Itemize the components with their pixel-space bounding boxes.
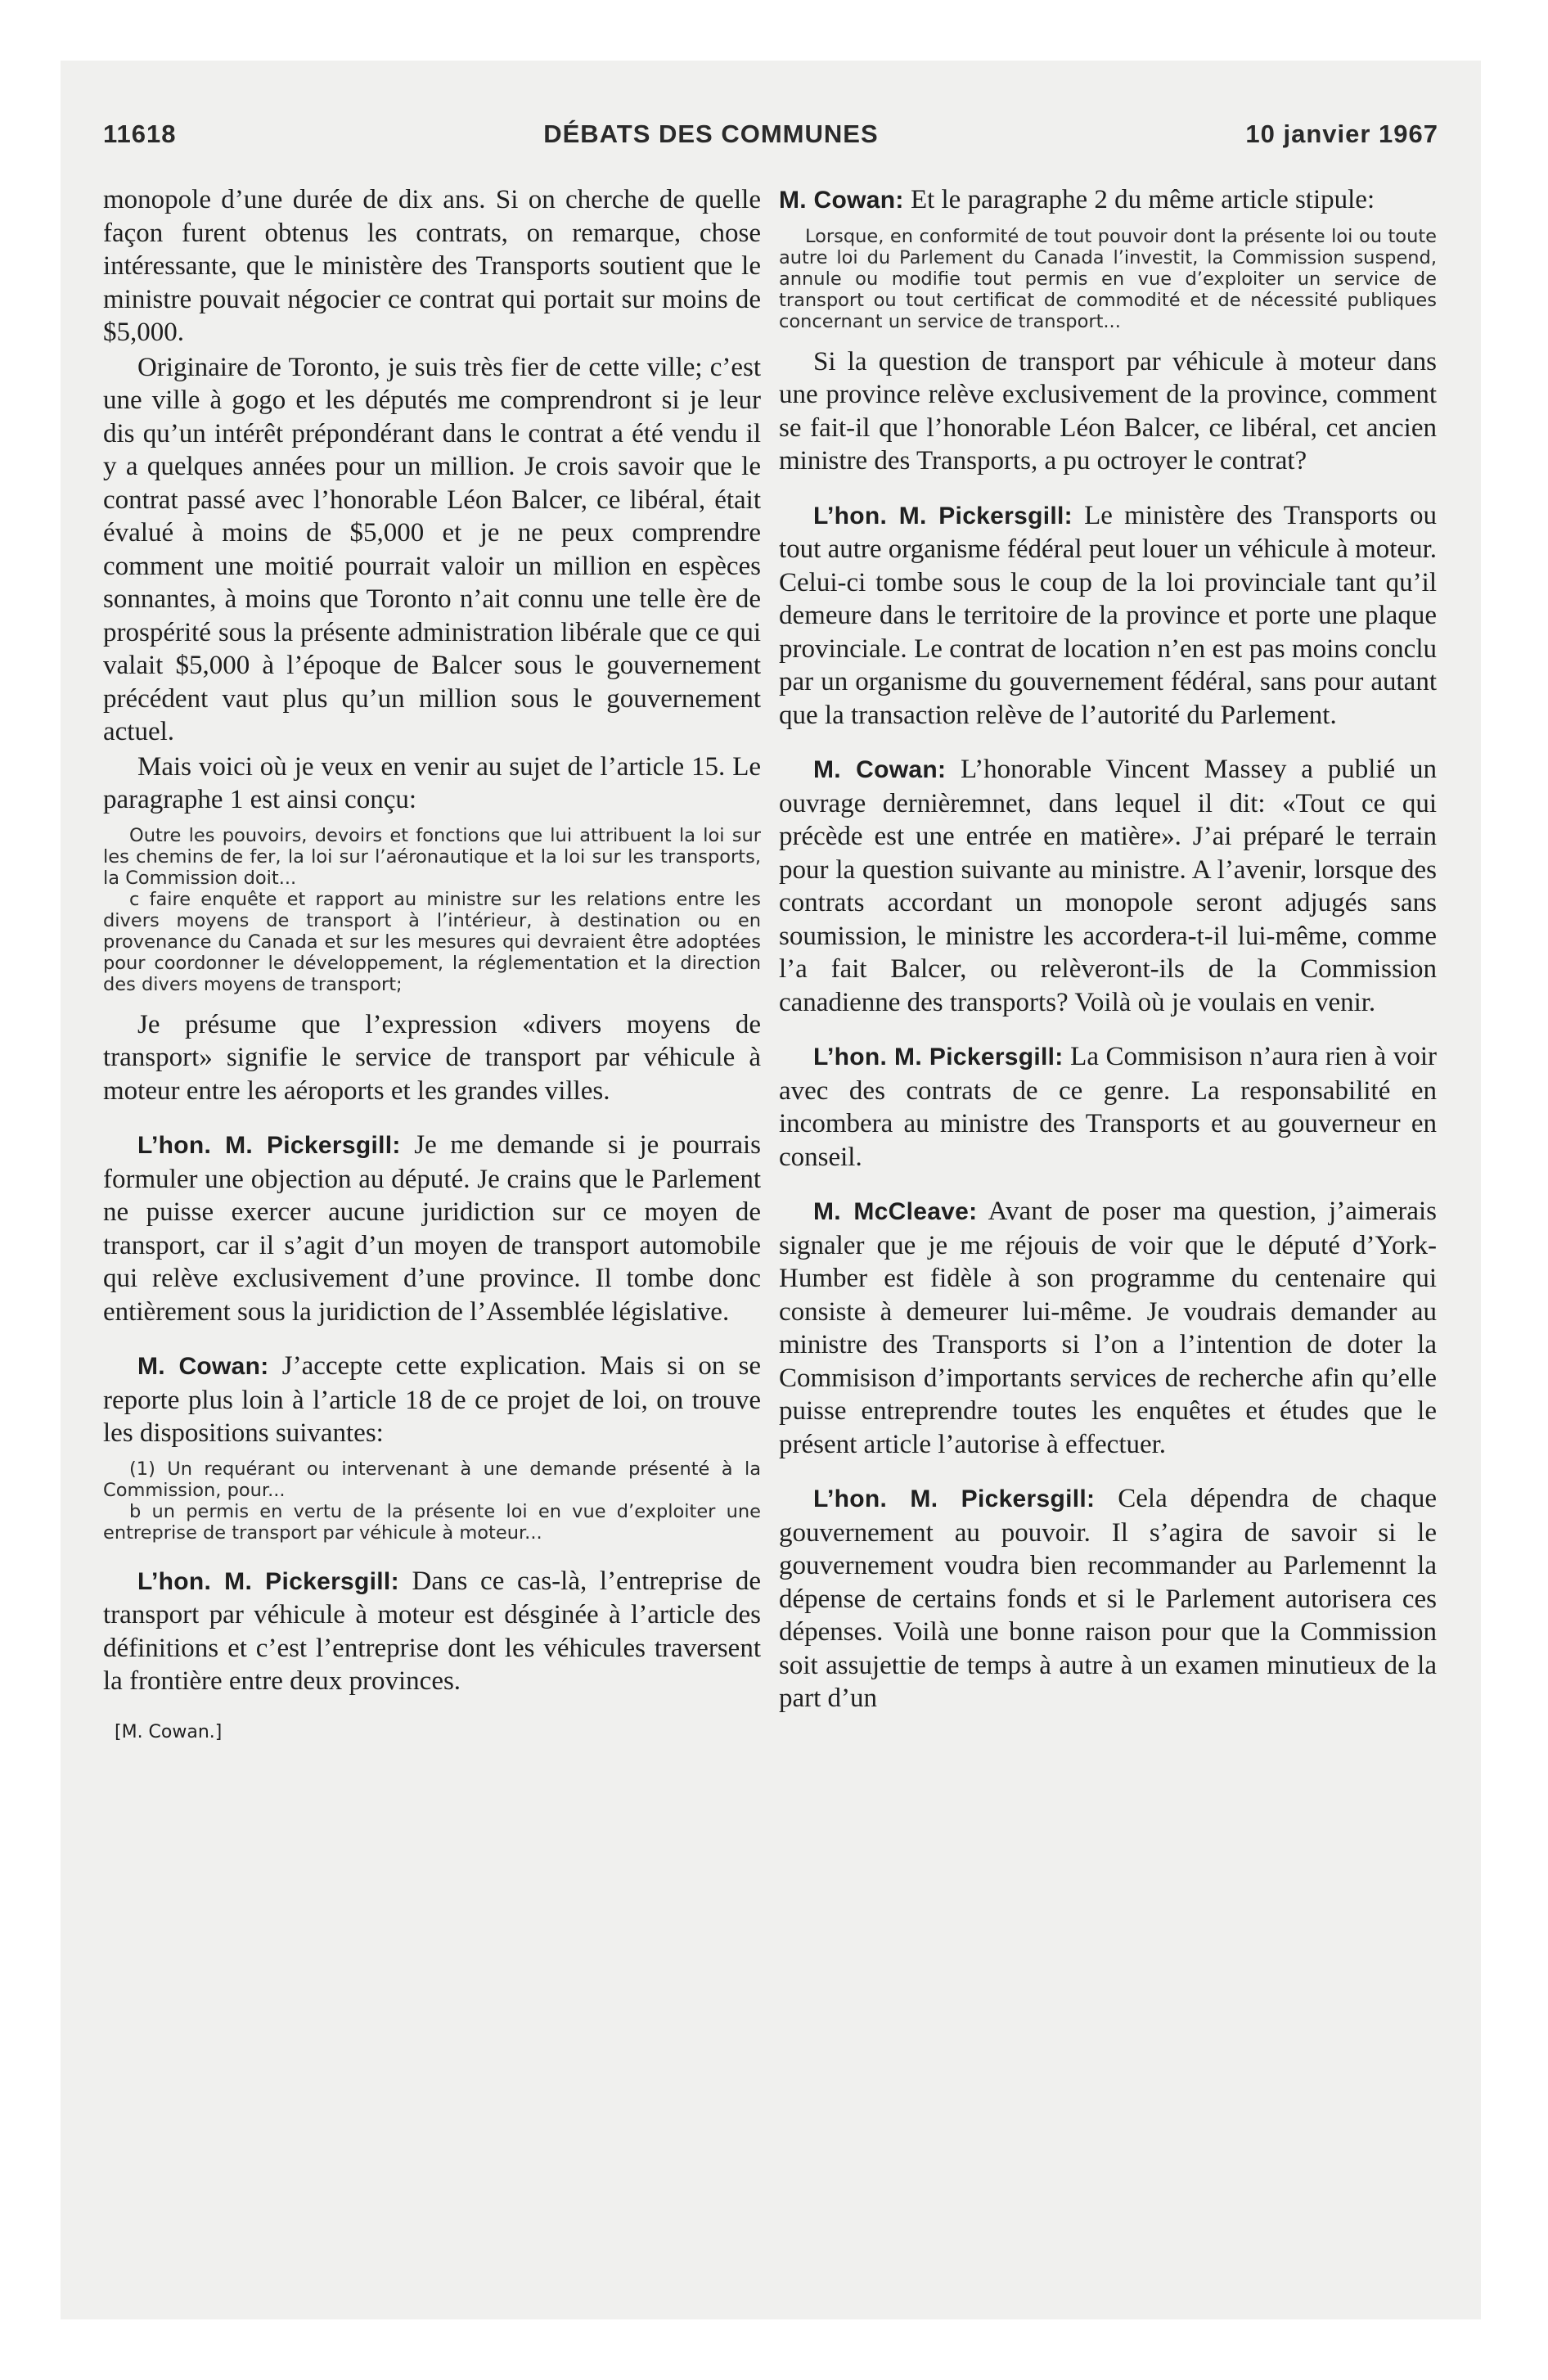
speech-paragraph bbox=[103, 1129, 761, 1328]
speech-text: Avant de poser ma question, j’aimerais signaler que je me réjouis de voir que le député d’York-Humber est fidèle à son programme du centenaire qui consiste à demeurer lui-même. Je voudrais demander au ministre des Transports si l’on a l’intention de doter la Commisison d’importants services de recherche afin qu’elle puisse entreprendre toutes les enquêtes et études que le présent article l’autorise à effectuer. bbox=[779, 1197, 1437, 1459]
block-quote bbox=[103, 825, 761, 995]
paragraph: Je présume que l’expression «divers moyens de transport» signifie le service de transport par véhicule à moteur entre les aéroports et les grandes villes. bbox=[103, 1009, 761, 1106]
speaker-name: M. Cowan: bbox=[813, 756, 947, 783]
block-quote bbox=[103, 1458, 761, 1544]
speech-paragraph bbox=[103, 1565, 761, 1698]
speech-paragraph bbox=[779, 1195, 1437, 1461]
page-date: 10 janvier 1967 bbox=[1245, 119, 1438, 148]
paragraph: Mais voici où je veux en venir au sujet de l’article 15. Le paragraphe 1 est ainsi conçu: bbox=[103, 751, 761, 814]
speaker-name: M. McCleave: bbox=[813, 1198, 978, 1225]
speech-paragraph bbox=[779, 1040, 1437, 1174]
right-column bbox=[779, 183, 1437, 1715]
block-quote bbox=[779, 226, 1437, 332]
quote-paragraph: Outre les pouvoirs, devoirs et fonctions que lui attribuent la loi sur les chemins de fer, la loi sur l’aéronautique et la loi sur les transports, la Commission doit... bbox=[103, 824, 761, 889]
quote-paragraph: c faire enquête et rapport au ministre sur les relations entre les divers moyens de transport à l’intérieur, à destination ou en provenance du Canada et sur les mesures qui devraient être adoptées pour coordonner le développement, la réglementation et la direction des divers moyens de transport; bbox=[103, 888, 761, 995]
speech-text: J’accepte cette explication. Mais si on se reporte plus loin à l’article 18 de ce projet de loi, on trouve les dispositions suivantes: bbox=[103, 1351, 761, 1448]
paragraph: Originaire de Toronto, je suis très fier de cette ville; c’est une ville à gogo et les députés me comprendront si je leur dis qu’un intérêt prépondérant dans le contrat a été vendu il y a quelques années pour un million. Je crois savoir que le contrat passé avec l’honorable Léon Balcer, ce libéral, était évalué à moins de $5,000 et je ne peux comprendre comment une moitié pourrait valoir un million en espèces sonnantes, à moins que Toronto n’ait connu une telle ère de prospérité sous la présente administration libérale que ce qui valait $5,000 à l’époque de Balcer sous le gouvernement précédent vaut plus qu’un million sous le gouvernement actuel. bbox=[103, 352, 761, 746]
speech-text: Le ministère des Transports ou tout autre organisme fédéral peut louer un véhicule à moteur. Celui-ci tombe sous le coup de la loi provinciale tant qu’il demeure dans le territoire de la province et porte une plaque provinciale. Le contrat de location n’en est pas moins conclu par un organisme du gouvernement fédéral, sans pour autant que la transaction relève de l’autorité du Parlement. bbox=[779, 500, 1437, 730]
left-column bbox=[103, 183, 761, 1749]
paragraph: monopole d’une durée de dix ans. Si on cherche de quelle façon furent obtenus les contrats, on remarque, chose intéressante, que le ministère des Transports soutient que le ministre pouvait négocier ce contrat qui portait sur moins de $5,000. bbox=[103, 185, 761, 347]
running-title: DÉBATS DES COMMUNES bbox=[543, 119, 879, 148]
speech-paragraph bbox=[103, 1350, 761, 1450]
speech-paragraph bbox=[779, 183, 1437, 218]
speech-text: Cela dépendra de chaque gouvernement au pouvoir. Il s’agira de savoir si le gouvernement voudra bien recommander au Parlemennt la dépense de certains fonds et si le Parlement autorisera ces dépenses. Voilà une bonne raison pour que la Commission soit assujettie de temps à autre à un examen minutieux de la part d’un bbox=[779, 1484, 1437, 1713]
speaker-name: L’hon. M. Pickersgill: bbox=[813, 1485, 1096, 1512]
page-number: 11618 bbox=[103, 119, 177, 148]
quote-paragraph: Lorsque, en conformité de tout pouvoir dont la présente loi ou toute autre loi du Parlement du Canada l’investit, la Commission suspend, annule ou modifie tout permis en vue d’exploiter un service de transport ou tout certificat de commodité et de nécessité publiques concernant un service de transport... bbox=[779, 225, 1437, 332]
quote-paragraph: b un permis en vertu de la présente loi en vue d’exploiter une entreprise de transport par véhicule à moteur... bbox=[103, 1500, 761, 1544]
speaker-name: M. Cowan: bbox=[779, 187, 904, 214]
speaker-name: L’hon. M. Pickersgill: bbox=[813, 1044, 1064, 1071]
page-header bbox=[103, 119, 1438, 149]
speaker-footer: [M. Cowan.] bbox=[115, 1721, 223, 1742]
speech-paragraph bbox=[779, 753, 1437, 1019]
paragraph: Si la question de transport par véhicule à moteur dans une province relève exclusivement de la province, comment se fait-il que l’honorable Léon Balcer, ce libéral, cet ancien ministre des Transports, a pu octroyer le contrat? bbox=[779, 346, 1437, 476]
speech-text: Et le paragraphe 2 du même article stipule: bbox=[903, 185, 1375, 214]
quote-paragraph: (1) Un requérant ou intervenant à une demande présenté à la Commission, pour... bbox=[103, 1458, 761, 1501]
speaker-name: L’hon. M. Pickersgill: bbox=[137, 1567, 399, 1595]
speech-paragraph bbox=[779, 499, 1437, 732]
speech-paragraph bbox=[779, 1482, 1437, 1715]
speech-text: Je me demande si je pourrais formuler une objection au député. Je crains que le Parlement ne puisse exercer aucune juridiction sur ce moyen de transport, car il s’agit d’un moyen de transport automobile qui relève exclusivement d’une province. Il tombe donc entièrement sous la juridiction de l’Assemblée législative. bbox=[103, 1130, 761, 1327]
speech-text: La Commisison n’aura rien à voir avec des contrats de ce genre. La responsabilité en incombera au ministre des Transports et au gouverneur en conseil. bbox=[779, 1042, 1437, 1172]
speaker-name: L’hon. M. Pickersgill: bbox=[813, 502, 1073, 530]
speaker-name: L’hon. M. Pickersgill: bbox=[137, 1132, 401, 1159]
speech-text: Dans ce cas-là, l’entreprise de transport par véhicule à moteur est désginée à l’article des définitions et c’est l’entreprise dont les véhicules traversent la frontière entre deux provinces. bbox=[103, 1566, 761, 1696]
speaker-name: M. Cowan: bbox=[137, 1353, 269, 1380]
scanned-page bbox=[61, 61, 1481, 2319]
speech-text: L’honorable Vincent Massey a publié un ouvrage dernièremnet, dans lequel il dit: «Tout ce qui précède est une entrée en matière». J’ai préparé le terrain pour la question suivante au ministre. A l’avenir, lorsque des contrats accordant un monopole seront adjugés sans soumission, le ministre les accordera-t-il lui-même, comme l’a fait Balcer, ou relèveront-ils de la Commission canadienne des transports? Voilà où je voulais en venir. bbox=[779, 755, 1438, 1017]
